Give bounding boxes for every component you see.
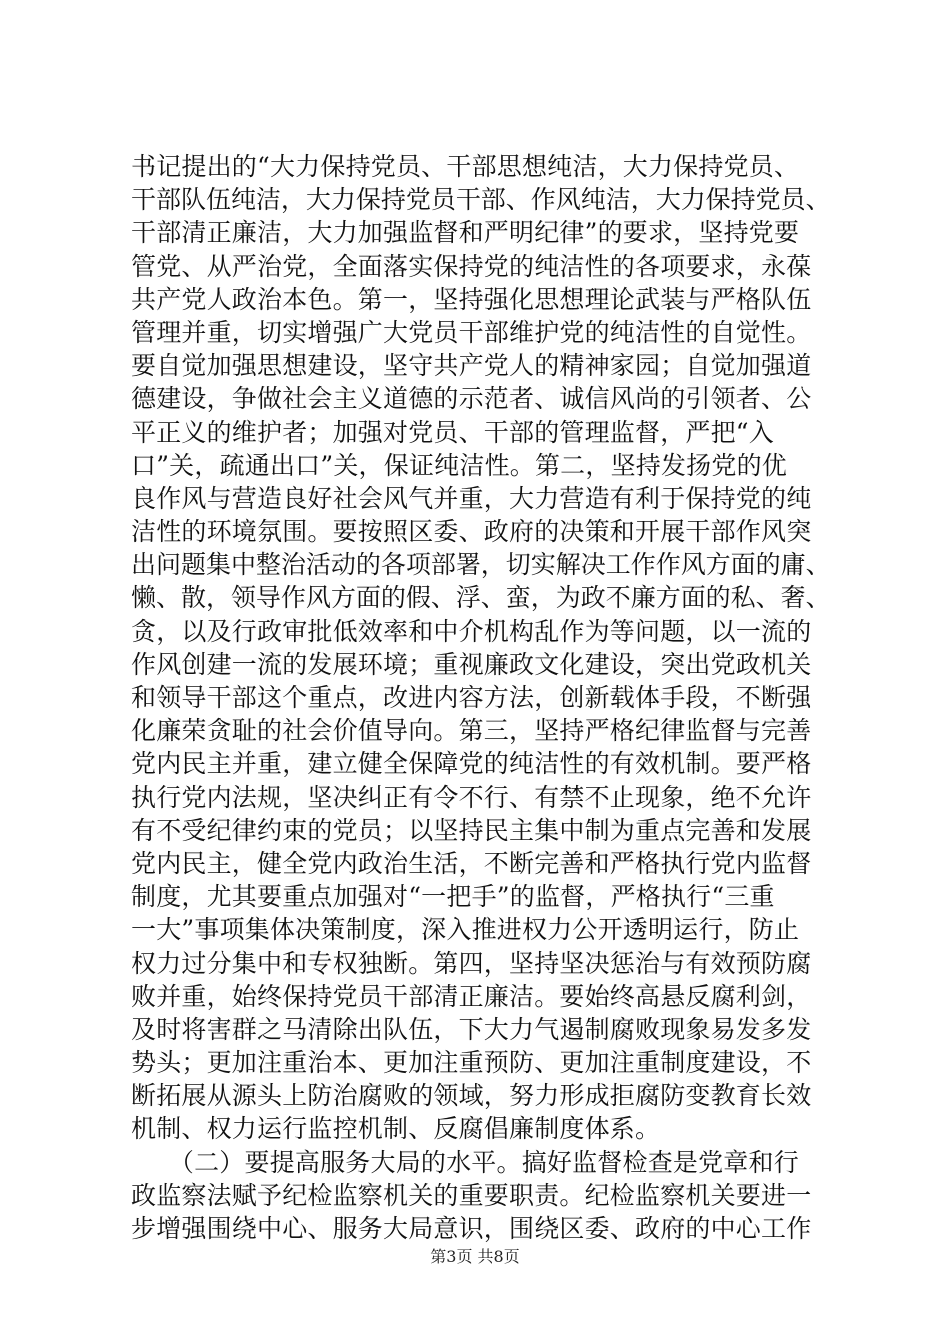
page-footer: 第3页 共8页 xyxy=(430,1247,520,1266)
text-line: 口”关，疏通出口”关，保证纯洁性。第二，坚持发扬党的优 xyxy=(131,450,787,480)
text-line: 管党、从严治党，全面落实保持党的纯洁性的各项要求，永葆 xyxy=(131,251,812,281)
text-line: 制度，尤其要重点加强对“一把手”的监督，严格执行“三重 xyxy=(131,882,775,912)
text-line: 党内民主，健全党内政治生活，不断完善和严格执行党内监督 xyxy=(131,848,812,878)
text-line: 出问题集中整治活动的各项部署，切实解决工作作风方面的庸、 xyxy=(131,550,831,580)
body-text xyxy=(131,150,831,1245)
text-line: 贪，以及行政审批低效率和中介机构乱作为等问题，以一流的 xyxy=(131,616,812,646)
text-line: 管理并重，切实增强广大党员干部维护党的纯洁性的自觉性。 xyxy=(131,317,812,347)
text-line: 机制、权力运行监控机制、反腐倡廉制度体系。 xyxy=(131,1114,661,1144)
text-line: 要自觉加强思想建设，坚守共产党人的精神家园；自觉加强道 xyxy=(131,351,812,381)
text-line: 败并重，始终保持党员干部清正廉洁。要始终高悬反腐利剑， xyxy=(131,981,812,1011)
text-line: 良作风与营造良好社会风气并重，大力营造有利于保持党的纯 xyxy=(131,483,812,513)
text-line: 执行党内法规，坚决纠正有令不行、有禁不止现象，绝不允许 xyxy=(131,782,812,812)
text-line: 党内民主并重，建立健全保障党的纯洁性的有效机制。要严格 xyxy=(131,749,812,779)
text-line: 一大”事项集体决策制度，深入推进权力公开透明运行，防止 xyxy=(131,915,800,945)
text-line: 化廉荣贪耻的社会价值导向。第三，坚持严格纪律监督与完善 xyxy=(131,716,812,746)
text-line: 及时将害群之马清除出队伍，下大力气遏制腐败现象易发多发 xyxy=(131,1014,812,1044)
text-line: 步增强围绕中心、服务大局意识，围绕区委、政府的中心工作 xyxy=(131,1214,812,1243)
text-line: 势头；更加注重治本、更加注重预防、更加注重制度建设，不 xyxy=(131,1048,812,1078)
text-line: 干部清正廉洁，大力加强监督和严明纪律”的要求，坚持党要 xyxy=(131,218,800,248)
text-line: 断拓展从源头上防治腐败的领域，努力形成拒腐防变教育长效 xyxy=(131,1081,812,1111)
text-line: 作风创建一流的发展环境；重视廉政文化建设，突出党政机关 xyxy=(131,649,812,679)
text-line: 权力过分集中和专权独断。第四，坚持坚决惩治与有效预防腐 xyxy=(131,948,812,978)
text-line: 平正义的维护者；加强对党员、干部的管理监督，严把“入 xyxy=(131,417,774,447)
text-line: 和领导干部这个重点，改进内容方法，创新载体手段，不断强 xyxy=(131,683,812,712)
text-line: 政监察法赋予纪检监察机关的重要职责。纪检监察机关要进一 xyxy=(131,1180,812,1210)
text-line: 书记提出的“大力保持党员、干部思想纯洁，大力保持党员、 xyxy=(131,152,800,181)
text-line: 德建设，争做社会主义道德的示范者、诚信风尚的引领者、公 xyxy=(131,384,812,414)
text-line: 洁性的环境氛围。要按照区委、政府的决策和开展干部作风突 xyxy=(131,517,812,547)
text-line: （二）要提高服务大局的水平。搞好监督检查是党章和行 xyxy=(131,1147,799,1177)
text-line: 懒、散，领导作风方面的假、浮、蛮，为政不廉方面的私、奢、 xyxy=(131,583,831,613)
text-line: 干部队伍纯洁，大力保持党员干部、作风纯洁，大力保持党员、 xyxy=(131,185,831,215)
text-line: 共产党人政治本色。第一，坚持强化思想理论武装与严格队伍 xyxy=(131,284,812,314)
text-line: 有不受纪律约束的党员；以坚持民主集中制为重点完善和发展 xyxy=(131,815,812,845)
